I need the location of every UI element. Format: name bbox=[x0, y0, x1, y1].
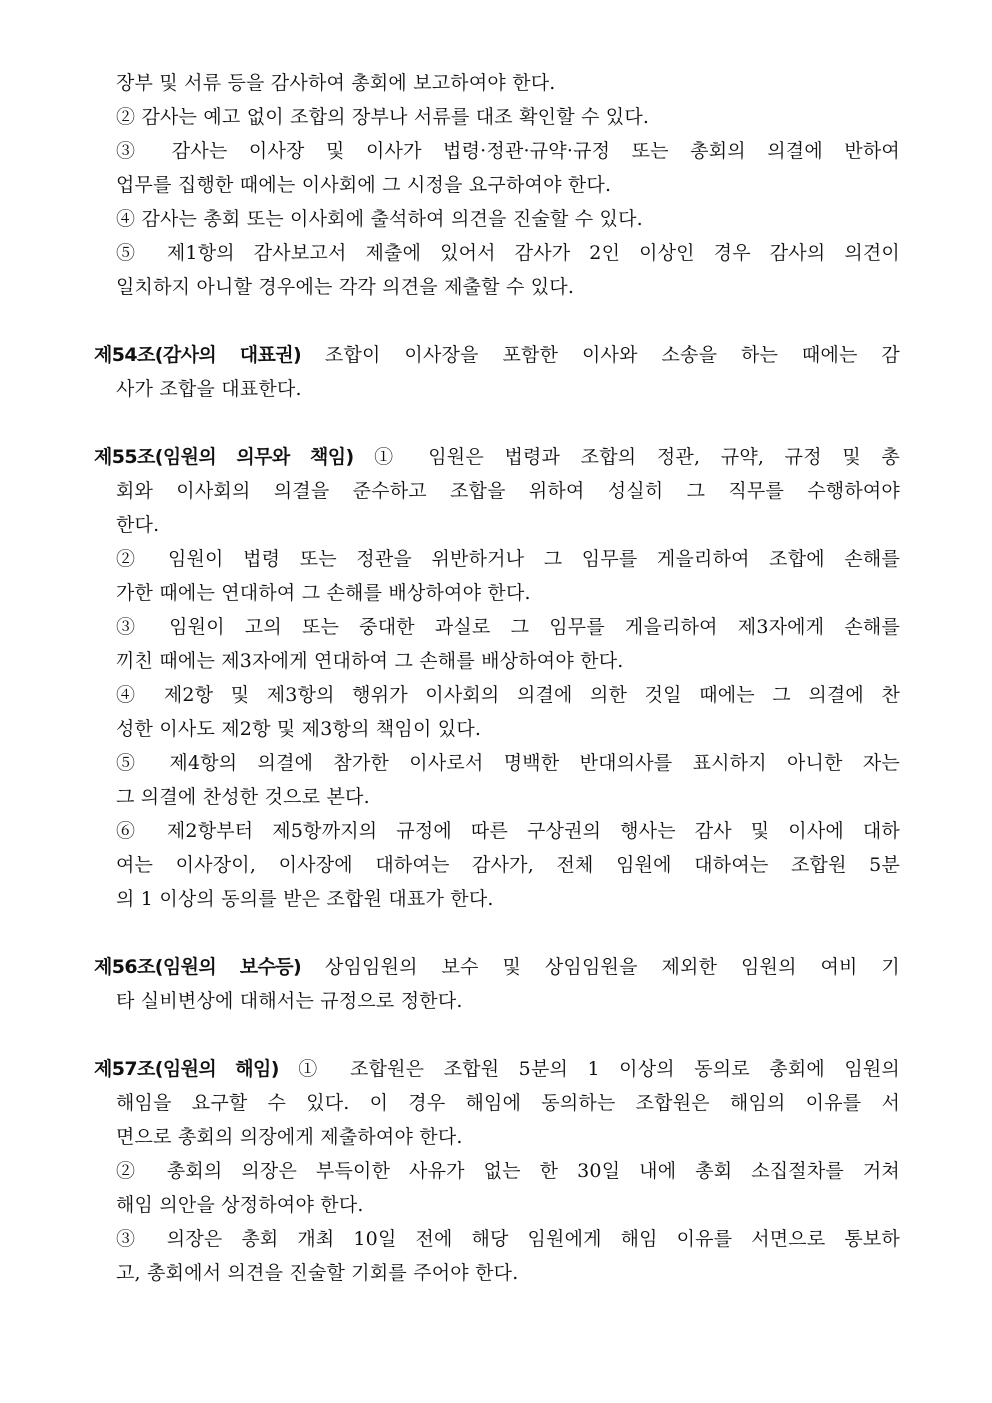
article-text: 상임임원의 보수 및 상임임원을 제외한 임원의 여비 기 bbox=[301, 956, 900, 978]
text-line: 가한 때에는 연대하여 그 손해를 배상하여야 한다. bbox=[116, 582, 531, 604]
paragraph-gap bbox=[94, 916, 900, 950]
article-text: ① 조합원은 조합원 5분의 1 이상의 동의로 총회에 임원의 bbox=[278, 1058, 900, 1080]
article-first-line bbox=[94, 440, 900, 474]
paragraph-gap bbox=[94, 304, 900, 338]
article-first-line bbox=[94, 338, 900, 372]
article-57 bbox=[94, 1052, 900, 1290]
text-line: 고, 총회에서 의견을 진술할 기회를 주어야 한다. bbox=[116, 1262, 519, 1284]
paragraph-gap bbox=[94, 1018, 900, 1052]
text-line: ③ 임원이 고의 또는 중대한 과실로 그 임무를 게을리하여 제3자에게 손해를 bbox=[116, 616, 900, 638]
paragraph-gap bbox=[94, 406, 900, 440]
text-line: ③ 의장은 총회 개최 10일 전에 해당 임원에게 해임 이유를 서면으로 통보하 bbox=[116, 1228, 900, 1250]
text-line: ⑤ 제4항의 의결에 참가한 이사로서 명백한 반대의사를 표시하지 아니한 자는 bbox=[116, 752, 900, 774]
text-line: 의 1 이상의 동의를 받은 조합원 대표가 한다. bbox=[116, 888, 494, 910]
text-line: ④ 제2항 및 제3항의 행위가 이사회의 의결에 의한 것일 때에는 그 의결에 찬 bbox=[116, 684, 900, 706]
text-line: 여는 이사장이, 이사장에 대하여는 감사가, 전체 임원에 대하여는 조합원 5분 bbox=[116, 854, 900, 876]
article-text: ① 임원은 법령과 조합의 정관, 규약, 규정 및 총 bbox=[353, 446, 900, 468]
text-line: 일치하지 아니할 경우에는 각각 의견을 제출할 수 있다. bbox=[116, 276, 575, 298]
text-line: 사가 조합을 대표한다. bbox=[116, 378, 302, 400]
text-line: 회와 이사회의 의결을 준수하고 조합을 위하여 성실히 그 직무를 수행하여야 bbox=[116, 480, 900, 502]
text-line: ④ 감사는 총회 또는 이사회에 출석하여 의견을 진술할 수 있다. bbox=[116, 208, 643, 230]
text-line: 끼친 때에는 제3자에게 연대하여 그 손해를 배상하여야 한다. bbox=[116, 650, 624, 672]
article-heading: 제56조(임원의 보수등) bbox=[94, 956, 302, 978]
text-line: 타 실비변상에 대해서는 규정으로 정한다. bbox=[116, 990, 463, 1012]
article-text: 조합이 이사장을 포함한 이사와 소송을 하는 때에는 감 bbox=[301, 344, 900, 366]
text-line: ③ 감사는 이사장 및 이사가 법령·정관·규약·규정 또는 총회의 의결에 반하여 bbox=[116, 140, 900, 162]
text-line: 장부 및 서류 등을 감사하여 총회에 보고하여야 한다. bbox=[116, 72, 556, 94]
text-line: 해임을 요구할 수 있다. 이 경우 해임에 동의하는 조합원은 해임의 이유를 서 bbox=[116, 1092, 900, 1114]
text-line: 성한 이사도 제2항 및 제3항의 책임이 있다. bbox=[116, 718, 482, 740]
text-line: 그 의결에 찬성한 것으로 본다. bbox=[116, 786, 370, 808]
document-page bbox=[94, 66, 900, 1290]
article-56 bbox=[94, 950, 900, 1018]
article-first-line bbox=[94, 950, 900, 984]
article-53-continuation bbox=[94, 66, 900, 304]
text-line: ⑤ 제1항의 감사보고서 제출에 있어서 감사가 2인 이상인 경우 감사의 의견이 bbox=[116, 242, 900, 264]
text-line: ② 총회의 의장은 부득이한 사유가 없는 한 30일 내에 총회 소집절차를 거쳐 bbox=[116, 1160, 900, 1182]
article-heading: 제55조(임원의 의무와 책임) bbox=[94, 446, 354, 468]
article-54 bbox=[94, 338, 900, 406]
article-heading: 제54조(감사의 대표권) bbox=[94, 344, 302, 366]
article-first-line bbox=[94, 1052, 900, 1086]
article-heading: 제57조(임원의 해임) bbox=[94, 1058, 279, 1080]
text-line: ⑥ 제2항부터 제5항까지의 규정에 따른 구상권의 행사는 감사 및 이사에 대하 bbox=[116, 820, 900, 842]
text-line: 업무를 집행한 때에는 이사회에 그 시정을 요구하여야 한다. bbox=[116, 174, 612, 196]
text-line: 면으로 총회의 의장에게 제출하여야 한다. bbox=[116, 1126, 463, 1148]
text-line: 한다. bbox=[116, 514, 160, 536]
article-55 bbox=[94, 440, 900, 916]
text-line: 해임 의안을 상정하여야 한다. bbox=[116, 1194, 364, 1216]
text-line: ② 임원이 법령 또는 정관을 위반하거나 그 임무를 게을리하여 조합에 손해를 bbox=[116, 548, 900, 570]
text-line: ② 감사는 예고 없이 조합의 장부나 서류를 대조 확인할 수 있다. bbox=[116, 106, 650, 128]
